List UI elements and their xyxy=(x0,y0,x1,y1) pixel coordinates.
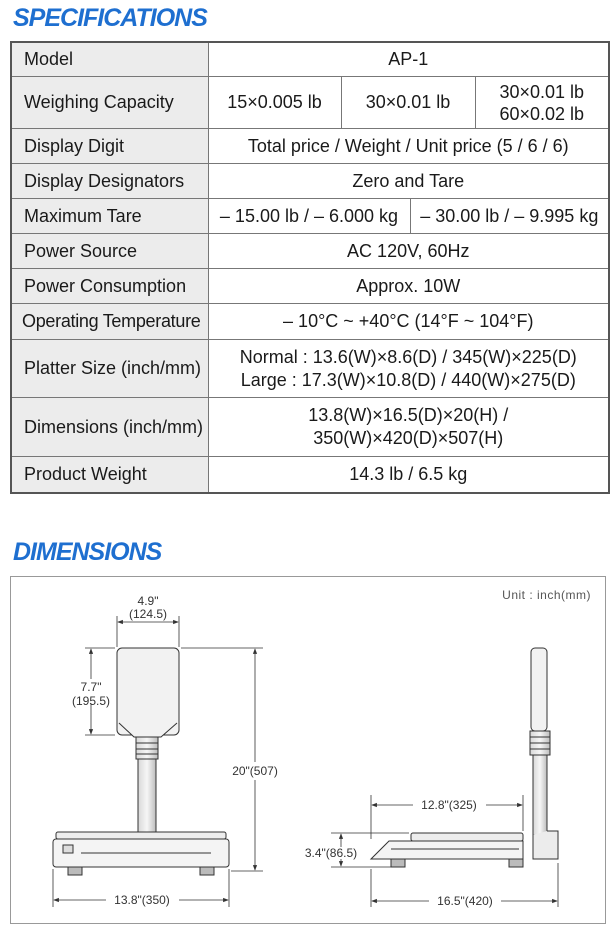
power-consumption-value: Approx. 10W xyxy=(208,269,609,304)
front-pole-joint xyxy=(136,737,158,759)
side-foot-right xyxy=(509,859,523,867)
dimensions-label: Dimensions (inch/mm) xyxy=(11,398,208,457)
side-foot-left xyxy=(391,859,405,867)
capacity-value-2: 30×0.01 lb xyxy=(341,77,475,129)
table-row-display-digit xyxy=(11,129,609,164)
dimensions-line-2: 350(W)×420(D)×507(H) xyxy=(313,428,504,448)
base-width-label: 13.8"(350) xyxy=(114,893,170,907)
table-row-power-source xyxy=(11,234,609,269)
capacity-value-1: 15×0.005 lb xyxy=(208,77,341,129)
model-value: AP-1 xyxy=(208,42,609,77)
product-weight-label: Product Weight xyxy=(11,457,208,494)
front-foot-right xyxy=(200,867,214,875)
table-row-product-weight xyxy=(11,457,609,494)
display-digit-value: Total price / Weight / Unit price (5 / 6 / 6) xyxy=(208,129,609,164)
table-row-operating-temperature xyxy=(11,304,609,340)
platter-depth-label: 12.8"(325) xyxy=(421,798,477,812)
platter-value xyxy=(208,340,609,398)
table-row-max-tare xyxy=(11,199,609,234)
side-pole xyxy=(533,755,547,835)
operating-temp-label: Operating Temperature xyxy=(11,304,208,340)
max-tare-label: Maximum Tare xyxy=(11,199,208,234)
dimensions-value xyxy=(208,398,609,457)
side-view-drawing xyxy=(371,648,558,867)
specifications-table xyxy=(10,41,610,494)
display-width-mm-label: (124.5) xyxy=(128,607,168,621)
display-digit-label: Display Digit xyxy=(11,129,208,164)
display-width-label: 4.9" xyxy=(137,594,159,608)
front-platter xyxy=(56,832,226,839)
designators-value: Zero and Tare xyxy=(208,164,609,199)
platter-line-large: Large : 17.3(W)×10.8(D) / 440(W)×275(D) xyxy=(240,369,576,390)
power-consumption-label: Power Consumption xyxy=(11,269,208,304)
power-source-label: Power Source xyxy=(11,234,208,269)
table-row-dimensions xyxy=(11,398,609,457)
table-row-platter-size xyxy=(11,340,609,398)
table-row-model xyxy=(11,42,609,77)
table-row-capacity xyxy=(11,77,609,129)
capacity-dual-line-1: 30×0.01 lb xyxy=(499,81,585,102)
side-platter xyxy=(411,833,523,841)
table-row-power-consumption xyxy=(11,269,609,304)
designators-label: Display Designators xyxy=(11,164,208,199)
total-depth-label: 16.5"(420) xyxy=(437,894,493,908)
power-source-value: AC 120V, 60Hz xyxy=(208,234,609,269)
table-row-designators xyxy=(11,164,609,199)
platter-line-normal: Normal : 13.6(W)×8.6(D) / 345(W)×225(D) xyxy=(239,346,577,367)
product-weight-value: 14.3 lb / 6.5 kg xyxy=(208,457,609,494)
body-height-label: 3.4"(86.5) xyxy=(304,846,358,860)
dimensions-line-1: 13.8(W)×16.5(D)×20(H) / xyxy=(308,405,509,425)
model-label: Model xyxy=(11,42,208,77)
scale-drawing xyxy=(11,577,607,925)
platter-label: Platter Size (inch/mm) xyxy=(11,340,208,398)
dimensions-drawing-panel xyxy=(10,576,606,924)
capacity-dual-line-2: 60×0.02 lb xyxy=(499,103,585,124)
unit-label: Unit : inch(mm) xyxy=(502,588,591,602)
front-display-head xyxy=(117,648,179,735)
total-height-label: 20"(507) xyxy=(232,764,278,778)
side-display-head xyxy=(531,648,547,731)
dimensions-heading: DIMENSIONS xyxy=(13,538,162,566)
front-view-drawing xyxy=(53,648,229,875)
front-foot-left xyxy=(68,867,82,875)
specifications-heading: SPECIFICATIONS xyxy=(13,4,207,32)
capacity-value-3 xyxy=(475,77,609,129)
capacity-label: Weighing Capacity xyxy=(11,77,208,129)
operating-temp-value: – 10°C ~ +40°C (14°F ~ 104°F) xyxy=(208,304,609,340)
side-base xyxy=(371,841,523,859)
side-pole-base xyxy=(533,831,558,859)
max-tare-value-1: – 15.00 lb / – 6.000 kg xyxy=(208,199,410,234)
display-height-mm-label: (195.5) xyxy=(71,694,111,708)
display-height-label: 7.7" xyxy=(80,680,102,694)
front-pole xyxy=(138,759,156,832)
max-tare-value-2: – 30.00 lb / – 9.995 kg xyxy=(410,199,609,234)
